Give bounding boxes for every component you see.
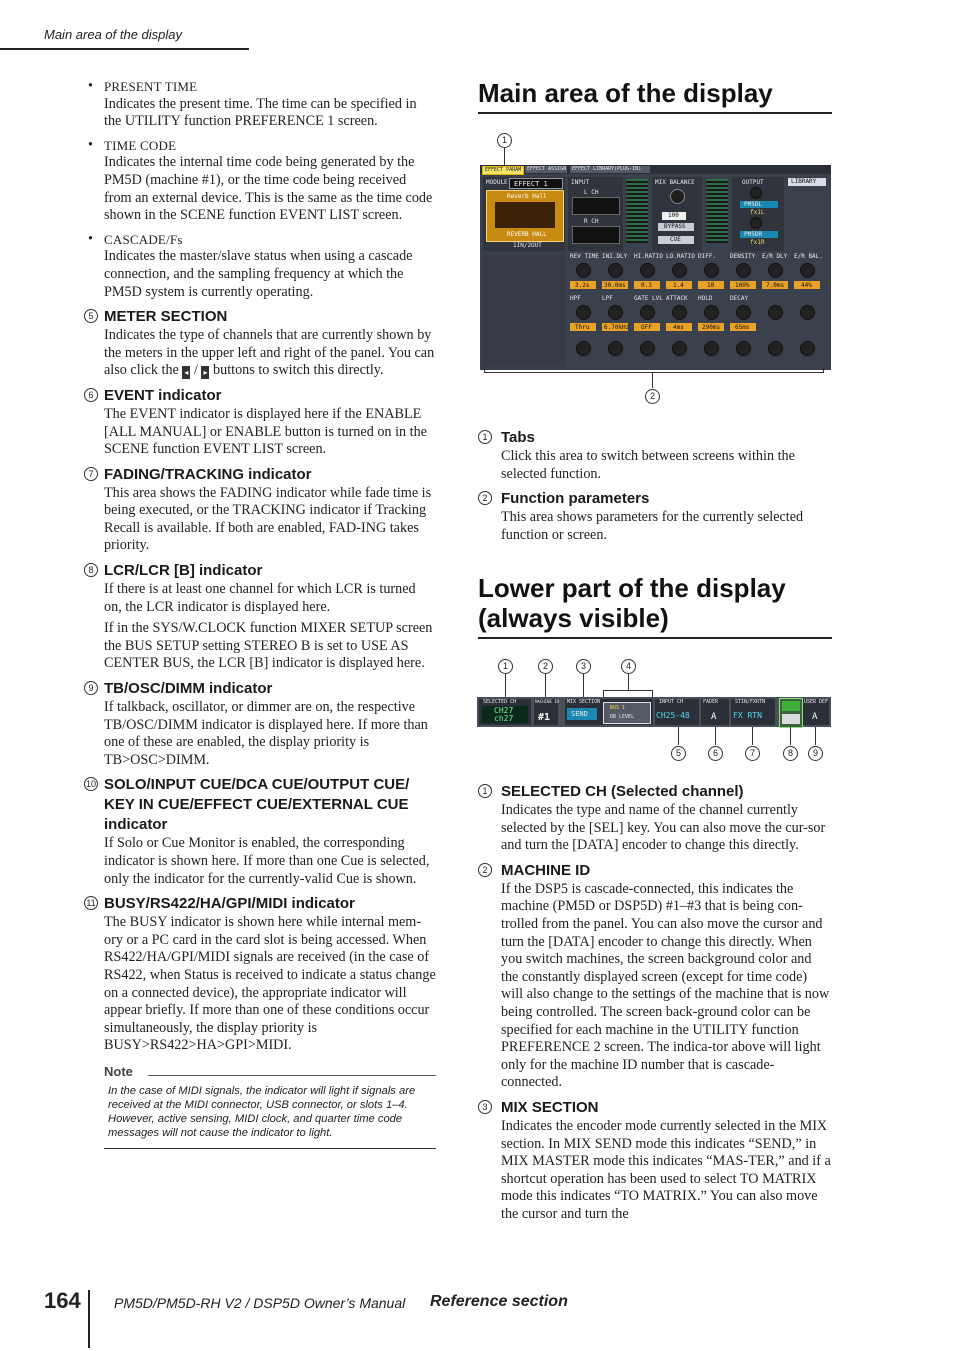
param-value-box[interactable]	[698, 281, 724, 289]
note-bottom-rule	[104, 1148, 436, 1149]
item-text: Indicates the encoder mode currently selected in the MIX section. In MIX SEND mode this indicates “SEND,” in MIX MASTER mode this indicates “MAS-TER,” and if a shortcut operation has been used to select TO MATRIX mode this indicates “TO MATRIX.” You can also move the cursor and turn the	[501, 1117, 831, 1222]
section-heading-main-area: Main area of the display	[478, 78, 773, 108]
page-number: 164	[44, 1288, 81, 1313]
user-def-label: USER DEF	[804, 699, 829, 705]
param-knob[interactable]	[736, 263, 751, 278]
section2-items	[478, 782, 832, 1225]
item-selected-ch	[478, 782, 832, 855]
selected-ch-code: CH27	[494, 706, 514, 715]
piano-image	[495, 202, 555, 228]
tab-bar	[480, 165, 831, 174]
module-label: MODULE	[486, 179, 508, 186]
param-value: 44%	[801, 282, 812, 289]
param-knob-empty[interactable]	[704, 341, 719, 356]
input-r-box[interactable]	[572, 226, 620, 244]
param-value-box[interactable]	[570, 281, 596, 289]
input-r-ch: R CH	[584, 218, 599, 225]
param-value-box[interactable]	[602, 323, 628, 331]
bullet-cascade-fs	[84, 231, 436, 301]
machine-id-value: #1	[538, 712, 551, 723]
lower-display-screenshot	[477, 697, 831, 727]
param-value: 100%	[735, 282, 750, 289]
item-number: 10	[85, 779, 96, 790]
callout-2: 2	[645, 389, 660, 404]
mix-section-box[interactable]	[565, 699, 653, 725]
cue-indicator-top	[782, 701, 800, 711]
param-knob-empty[interactable]	[576, 341, 591, 356]
param-value: 4ms	[673, 324, 684, 331]
param-knob-empty[interactable]	[768, 305, 783, 320]
mix-bus-box	[603, 702, 651, 724]
module-panel	[483, 177, 565, 251]
param-value-box[interactable]	[666, 323, 692, 331]
item-number: 2	[478, 491, 492, 505]
bullet-text: Indicates the internal time code being generated by the PM5D (machine #1), or the time code being received from an external device. This is the same as the time code shown in the SCENE function EVENT LIST screen.	[104, 154, 433, 224]
input-panel	[568, 177, 623, 251]
tab-effect-library[interactable]	[570, 166, 650, 173]
callout-top-3: 3	[576, 659, 591, 674]
item-text: The EVENT indicator is displayed here if the ENABLE [ALL MANUAL] or ENABLE button is turned on in the SCENE function EVENT LIST screen.	[104, 405, 427, 458]
item-number: 7	[84, 467, 98, 481]
input-l-box[interactable]	[572, 197, 620, 215]
param-label: DENSITY	[730, 253, 756, 260]
main-area-screenshot	[480, 165, 831, 370]
running-header: Main area of the display	[44, 27, 183, 42]
param-knob[interactable]	[576, 263, 591, 278]
param-value-box[interactable]	[762, 281, 788, 289]
manual-title: PM5D/PM5D-RH V2 / DSP5D Owner’s Manual	[114, 1295, 406, 1311]
param-value-box[interactable]	[730, 323, 756, 331]
item-text: The BUSY indicator is shown here while internal mem-ory or a PC card in the card slot is being accessed. When RS422/HA/GPI/MIDI signals are received (in the case of RS422, when Status is received to indicate a status change on a connected device), the appropriate indicator will appear briefly. If more than one of these conditions occur simultaneously, the display priority is BUSY>RS422>HA>GPI>MIDI.	[104, 914, 436, 1054]
cue-indicator-box	[779, 698, 803, 728]
mix-balance-label: MIX BALANCE	[655, 179, 695, 186]
parameter-grid	[568, 253, 826, 367]
param-row-3	[568, 341, 826, 361]
param-value: 290ms	[702, 324, 721, 331]
item-text: If there is at least one channel for which LCR is turned on, the LCR indicator is displayed here.	[104, 581, 416, 615]
param-value-box[interactable]	[794, 281, 820, 289]
preset-name: Reverb Hall	[507, 193, 547, 200]
item-function-parameters	[478, 489, 832, 544]
item-text-sep: /	[193, 362, 198, 379]
bullet-title: PRESENT TIME	[104, 79, 198, 94]
item-text: Click this area to switch between screens within the selected function.	[501, 448, 795, 482]
bullet-dot: •	[88, 136, 93, 153]
preset-type: REVERB HALL	[507, 231, 547, 238]
param-label: REV TIME	[570, 253, 599, 260]
left-blank-pane	[483, 255, 565, 367]
selected-ch-box[interactable]	[479, 699, 531, 725]
machine-id-box[interactable]	[534, 699, 558, 725]
item-title: Function parameters	[501, 490, 650, 508]
mix-balance-panel	[652, 177, 702, 251]
param-label: DECAY	[730, 295, 749, 302]
param-value: OFF	[641, 324, 652, 331]
section-heading-line-2: (always visible)	[478, 603, 669, 633]
library-button[interactable]	[788, 178, 826, 186]
callout-bottom-9: 9	[808, 746, 823, 761]
mix-balance-knob[interactable]	[670, 189, 685, 204]
input-ch-box[interactable]	[655, 699, 699, 725]
param-value: Thru	[575, 324, 590, 331]
param-value-box[interactable]	[634, 281, 660, 289]
bypass-label: BYPASS	[664, 223, 686, 230]
mix-section-value: SEND	[571, 710, 588, 718]
input-meter	[626, 179, 648, 243]
item-text: This area shows the FADING indicator while fade time is being executed, or the TRACKING indicator if Tracking Recall is available. If both are enabled, FAD-ING takes priority.	[104, 484, 432, 554]
param-knob[interactable]	[736, 305, 751, 320]
selected-ch-name: ch27	[494, 714, 514, 723]
item-busy-midi	[84, 894, 436, 1055]
output-panel	[732, 177, 784, 251]
callout-bottom-7: 7	[745, 746, 760, 761]
callout-leader	[815, 727, 816, 745]
param-value: 10	[707, 282, 715, 289]
selected-ch-label: SELECTED CH	[483, 699, 517, 705]
param-label: LO.RATIO	[666, 253, 695, 260]
item-title: SOLO/INPUT CUE/DCA CUE/OUTPUT CUE/ KEY IN CUE/EFFECT CUE/EXTERNAL CUE indicator	[104, 776, 410, 834]
callout-2-bracket	[484, 366, 824, 373]
callout-1: 1	[497, 133, 512, 148]
mix-value: 100	[668, 212, 679, 219]
library-label: LIBRARY	[791, 178, 817, 185]
output-r-sub: fx1R	[750, 239, 765, 246]
callout-leader	[790, 727, 791, 745]
item-text: Indicates the type and name of the channel currently selected by the [SEL] key. You can also move the cur-sor and turn the [DATA] encoder to change this directly.	[501, 802, 826, 854]
param-knob-empty[interactable]	[800, 305, 815, 320]
note-box	[104, 1063, 436, 1149]
callout-top-2: 2	[538, 659, 553, 674]
mix-value-box[interactable]	[662, 212, 686, 220]
bullet-text: Indicates the present time. The time can be specified in the UTILITY function PREFERENCE 1 screen.	[104, 95, 417, 130]
item-text: If talkback, oscillator, or dimmer are on, the respective TB/OSC/DIMM indicator is displayed here. If more than one of these are enabled, the display priority is TB>OSC>DIMM.	[104, 699, 428, 768]
tab-label: EFFECT PARAM	[485, 167, 522, 173]
mix-section-label: MIX SECTION	[567, 699, 601, 705]
selected-ch-display	[482, 706, 528, 723]
param-knob[interactable]	[640, 263, 655, 278]
param-value: 7.0ms	[766, 282, 785, 289]
note-label: Note	[104, 1063, 133, 1079]
param-value-box[interactable]	[602, 281, 628, 289]
user-def-box[interactable]	[803, 699, 829, 725]
callout-leader	[628, 674, 629, 690]
cue-indicator-bottom	[782, 714, 800, 724]
item-title: Tabs	[501, 429, 535, 446]
param-label: INI.DLY	[602, 253, 628, 260]
param-knob[interactable]	[640, 305, 655, 320]
item-text: If Solo or Cue Monitor is enabled, the corresponding indicator is shown here. If more than one Cue is selected, only the indicator for the currently-valid Cue is shown.	[104, 835, 430, 887]
mix-bus-label: BUS 1	[610, 705, 626, 711]
section-title: Reference section	[430, 1293, 568, 1310]
right-column	[478, 78, 832, 114]
param-knob-empty[interactable]	[800, 341, 815, 356]
next-arrow-icon: ▸	[203, 368, 208, 378]
param-label: ATTACK	[666, 295, 688, 302]
user-def-value: A	[812, 712, 818, 722]
stin-label: STIN/FXRTN	[735, 699, 766, 705]
item-text-before: Indicates the type of channels that are currently shown by the meters in the upper left and right of the panel. You can also click the	[104, 327, 435, 379]
callout-top-4: 4	[621, 659, 636, 674]
stin-value: FX RTN	[733, 711, 762, 720]
item-text-2: If in the SYS/W.CLOCK function MIXER SETUP screen the BUS SETUP setting STEREO B is set to USE AS CENTER BUS, the LCR [B] indicator is displayed here.	[104, 620, 433, 672]
input-label: INPUT	[571, 179, 590, 186]
item-tabs	[478, 428, 832, 483]
output-r-port-label: PM5DR	[744, 231, 763, 238]
callout-bottom-6: 6	[708, 746, 723, 761]
output-l-sub: fx1L	[750, 209, 765, 216]
param-label: LPF	[602, 295, 613, 302]
fader-box[interactable]	[701, 699, 729, 725]
param-knob-empty[interactable]	[640, 341, 655, 356]
param-knob[interactable]	[800, 263, 815, 278]
item-title: EVENT indicator	[104, 386, 222, 404]
param-knob[interactable]	[704, 263, 719, 278]
param-knob[interactable]	[576, 305, 591, 320]
left-column	[84, 78, 436, 1149]
section2-heading	[478, 573, 832, 639]
item-number: 1	[478, 430, 492, 444]
callout-bottom-8: 8	[783, 746, 798, 761]
item-text	[104, 327, 436, 380]
callout-leader	[715, 727, 716, 745]
item-event-indicator	[84, 386, 436, 459]
item-mix-section	[478, 1098, 832, 1224]
item-meter-section	[84, 307, 436, 380]
param-value: 30.0ms	[604, 282, 626, 289]
io-config: 1IN/2OUT	[513, 242, 542, 249]
param-value-box[interactable]	[698, 323, 724, 331]
param-label: GATE LVL	[634, 295, 663, 302]
param-label: HOLD	[698, 295, 713, 302]
param-value: 65ms	[735, 324, 750, 331]
output-label: OUTPUT	[742, 179, 764, 186]
bullet-time-code	[84, 137, 436, 225]
param-knob-empty[interactable]	[736, 341, 751, 356]
machine-id-label: MACHINE ID	[535, 699, 560, 704]
param-knob[interactable]	[672, 305, 687, 320]
callout-bottom-5: 5	[671, 746, 686, 761]
output-meter	[706, 179, 728, 243]
preset-image	[486, 190, 564, 242]
item-number: 3	[478, 1100, 492, 1114]
effect-name: EFFECT 1	[514, 180, 548, 188]
callout-leader	[583, 674, 584, 698]
item-machine-id	[478, 861, 832, 1092]
bullet-text: Indicates the master/slave status when using a cascade connection, and the sampling frequency at which the PM5D system is currently operating.	[104, 248, 413, 300]
param-label: HPF	[570, 295, 581, 302]
param-value: 1.4	[673, 282, 684, 289]
param-value-box[interactable]	[666, 281, 692, 289]
callout-leader	[752, 727, 753, 745]
output-l-port[interactable]	[740, 201, 778, 208]
prev-arrow-icon: ◂	[184, 368, 189, 378]
section-rule	[478, 637, 832, 639]
fader-label: FADER	[703, 699, 719, 705]
mix-send-indicator	[567, 708, 597, 720]
bullet-title: TIME CODE	[104, 137, 177, 153]
output-r-port[interactable]	[740, 231, 778, 238]
item-title: METER SECTION	[104, 308, 228, 326]
item-number: 8	[84, 563, 98, 577]
callout-leader	[505, 674, 506, 698]
cue-button[interactable]	[658, 236, 694, 244]
param-knob[interactable]	[608, 305, 623, 320]
output-r-knob[interactable]	[750, 217, 762, 229]
item-title: FADING/TRACKING indicator	[104, 465, 312, 483]
section-heading-line-1: Lower part of the display	[478, 573, 786, 603]
bypass-button[interactable]	[658, 223, 694, 231]
param-value-box[interactable]	[634, 323, 660, 331]
bullet-dot: •	[88, 230, 93, 247]
mix-level-label: DB LEVEL	[610, 714, 635, 720]
param-knob-empty[interactable]	[608, 341, 623, 356]
effect-name-box[interactable]	[509, 178, 563, 189]
fader-value: A	[711, 712, 717, 722]
item-number: 5	[84, 309, 98, 323]
param-row-1	[568, 253, 826, 293]
item-tb-osc-dimm	[84, 679, 436, 769]
item-title: SELECTED CH (Selected channel)	[501, 783, 744, 800]
input-ch-label: INPUT CH	[659, 699, 684, 705]
param-value-box[interactable]	[570, 323, 596, 331]
item-text: If the DSP5 is cascade-connected, this indicates the machine (PM5D or DSP5D) #1–#3 that is being con-trolled from the panel. You can also move the cursor and turn the [DATA] encoder to change this directly. When you switch machines, the screen background color and the constantly displayed screen (except for time code) will also change to the settings of the machine that is now being controlled. The screen back-ground color can be specified for each machine in the UTILITY function PREFERENCE 2 screen. The indica-tor above will light only for the machine ID number that is cascade-connected.	[501, 880, 830, 1091]
param-value-box[interactable]	[730, 281, 756, 289]
param-label: DIFF.	[698, 253, 717, 260]
output-l-knob[interactable]	[750, 187, 762, 199]
param-knob[interactable]	[704, 305, 719, 320]
callout-2-leader	[652, 372, 653, 388]
tab-label: EFFECT ASSIGN	[527, 166, 567, 172]
output-l-port-label: PM5DL	[744, 201, 763, 208]
param-knob-empty[interactable]	[768, 341, 783, 356]
bullet-dot: •	[88, 78, 93, 94]
param-knob[interactable]	[768, 263, 783, 278]
callout-leader	[678, 727, 679, 745]
item-title: MIX SECTION	[501, 1098, 599, 1116]
param-knob-empty[interactable]	[672, 341, 687, 356]
item-title: BUSY/RS422/HA/GPI/MIDI indicator	[104, 895, 355, 913]
item-number: 2	[478, 863, 492, 877]
item-title: LCR/LCR [B] indicator	[104, 562, 263, 580]
item-lcr-indicator	[84, 561, 436, 673]
callout-top-1: 1	[498, 659, 513, 674]
item-title: TB/OSC/DIMM indicator	[104, 680, 273, 698]
param-row-2	[568, 295, 826, 335]
param-value: 6.70kHz	[604, 324, 630, 331]
input-l-ch: L CH	[584, 189, 599, 196]
bullet-present-time	[84, 78, 436, 131]
tab-effect-assign[interactable]	[525, 166, 567, 173]
footer-rule	[88, 1290, 90, 1348]
item-text: This area shows parameters for the currently selected function or screen.	[501, 509, 804, 543]
item-text-after: buttons to switch this directly.	[213, 362, 384, 379]
section1-items	[478, 428, 832, 546]
param-knob[interactable]	[608, 263, 623, 278]
cue-label: CUE	[670, 236, 681, 243]
param-label: HI.RATIO	[634, 253, 663, 260]
param-value: 3.2s	[575, 282, 590, 289]
item-number: 1	[478, 784, 492, 798]
item-number: 9	[84, 681, 98, 695]
header-rule	[0, 48, 249, 50]
item-number: 11	[84, 896, 98, 910]
item-title: MACHINE ID	[501, 861, 591, 879]
input-ch-value: CH25-48	[656, 711, 690, 720]
section-rule	[478, 112, 832, 114]
item-fading-tracking	[84, 465, 436, 555]
bullet-title: CASCADE/Fs	[104, 231, 183, 247]
tab-effect-param[interactable]	[482, 166, 524, 175]
stin-fxrtn-box[interactable]	[731, 699, 775, 725]
item-number: 6	[84, 388, 98, 402]
callout-leader	[545, 674, 546, 698]
item-solo-cue	[84, 775, 436, 888]
param-label: E/R DLY	[762, 253, 788, 260]
param-value: 0.3	[641, 282, 652, 289]
tab-label: EFFECT LIBRARY(PLUG-IN)	[572, 166, 642, 172]
param-knob[interactable]	[672, 263, 687, 278]
param-label: E/R BAL.	[794, 253, 823, 260]
note-text: In the case of MIDI signals, the indicator will light if signals are received at the MIDI connector, USB connector, or slots 1–4. However, active sensing, MIDI clock, and quarter time code messages will not cause the indicator to light.	[108, 1084, 416, 1139]
